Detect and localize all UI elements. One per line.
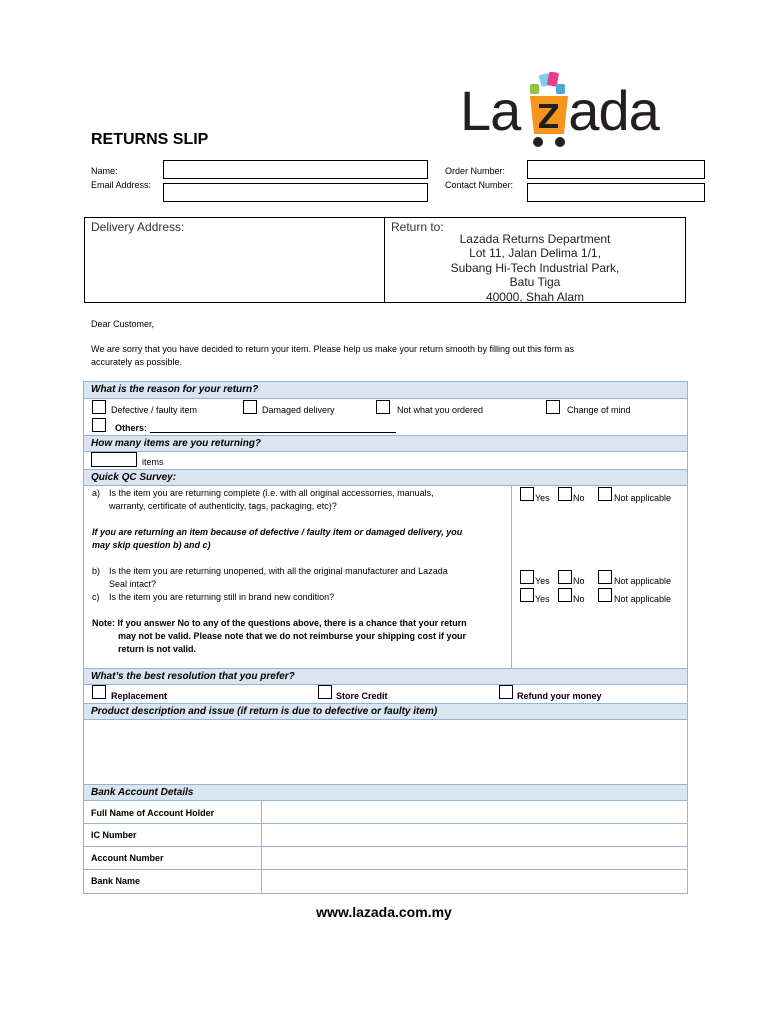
answer-b-na-checkbox[interactable] — [598, 570, 612, 584]
resolution-refund-checkbox[interactable] — [499, 685, 513, 699]
contact-number-field[interactable] — [527, 183, 705, 202]
resolution-option-label: Replacement — [111, 691, 168, 701]
bank-header: Bank Account Details — [84, 784, 687, 801]
logo-text-pre: La — [460, 79, 521, 142]
answer-a-na-checkbox[interactable] — [598, 487, 612, 501]
na-label: Not applicable — [614, 594, 672, 604]
account-holder-name-field[interactable] — [262, 801, 687, 823]
survey-header: Quick QC Survey: — [84, 469, 687, 486]
email-field[interactable] — [163, 183, 428, 202]
reason-checkbox-change-of-mind[interactable] — [546, 400, 560, 414]
product-description-field[interactable] — [84, 720, 687, 784]
product-description-header: Product description and issue (if return is due to defective or faulty item) — [84, 703, 687, 720]
return-address-line: Subang Hi-Tech Industrial Park, — [450, 260, 620, 275]
yes-label: Yes — [535, 493, 550, 503]
resolution-option-label: Refund your money — [517, 691, 602, 701]
answer-c-yes-checkbox[interactable] — [520, 588, 534, 602]
order-number-field[interactable] — [527, 160, 705, 179]
delivery-address-label: Delivery Address: — [91, 220, 185, 234]
answer-c-na-checkbox[interactable] — [598, 588, 612, 602]
no-label: No — [573, 493, 585, 503]
question-a-line-1: Is the item you are returning complete (i.e. with all original accessorries, manuals, — [109, 488, 434, 498]
reason-option-label: Not what you ordered — [397, 405, 484, 415]
skip-note-line-1: If you are returning an item because of defective / faulty item or damaged delivery, you — [92, 527, 463, 537]
resolution-option-label: Store Credit — [336, 691, 388, 701]
resolution-store-credit-checkbox[interactable] — [318, 685, 332, 699]
bank-row-label: Full Name of Account Holder — [91, 808, 215, 818]
question-b-line-1: Is the item you are returning unopened, with all the original manufacturer and Lazada — [109, 566, 448, 576]
answer-a-yes-checkbox[interactable] — [520, 487, 534, 501]
email-label: Email Address: — [91, 180, 152, 190]
logo-text-post: ada — [568, 79, 659, 142]
return-address — [385, 232, 685, 304]
reason-checkbox-damaged[interactable] — [243, 400, 257, 414]
ic-number-field[interactable] — [262, 824, 687, 846]
answer-c-no-checkbox[interactable] — [558, 588, 572, 602]
no-label: No — [573, 594, 585, 604]
lazada-logo — [460, 72, 692, 152]
note-line-3: return is not valid. — [118, 644, 197, 654]
reason-option-label: Damaged delivery — [262, 405, 335, 415]
na-label: Not applicable — [614, 493, 672, 503]
name-label: Name: — [91, 166, 118, 176]
no-label: No — [573, 576, 585, 586]
name-field[interactable] — [163, 160, 428, 179]
delivery-address-field[interactable] — [85, 218, 385, 302]
items-unit-label: items — [142, 457, 164, 467]
question-b-line-2: Seal intact? — [109, 579, 157, 589]
resolution-header: What’s the best resolution that you prefer? — [84, 668, 687, 685]
bank-row-label: Account Number — [91, 853, 164, 863]
contact-number-label: Contact Number: — [445, 180, 514, 190]
account-number-field[interactable] — [262, 847, 687, 869]
items-count-field[interactable] — [91, 452, 137, 467]
skip-note-line-2: may skip question b) and c) — [92, 540, 211, 550]
reason-checkbox-defective[interactable] — [92, 400, 106, 414]
others-label: Others: — [115, 423, 148, 433]
return-form — [83, 381, 688, 894]
question-c-line-1: Is the item you are returning still in brand new condition? — [109, 592, 335, 602]
bank-name-field[interactable] — [262, 870, 687, 893]
items-header: How many items are you returning? — [84, 435, 687, 452]
footer-url: www.lazada.com.my — [316, 904, 452, 920]
answer-b-yes-checkbox[interactable] — [520, 570, 534, 584]
others-input-line[interactable] — [150, 432, 396, 433]
return-address-line: Batu Tiga — [509, 275, 561, 290]
na-label: Not applicable — [614, 576, 672, 586]
shopping-cart-icon — [520, 72, 574, 150]
answer-b-no-checkbox[interactable] — [558, 570, 572, 584]
yes-label: Yes — [535, 576, 550, 586]
return-to-block — [385, 218, 685, 302]
reason-option-label: Defective / faulty item — [111, 405, 198, 415]
question-c-marker: c) — [92, 592, 100, 602]
greeting: Dear Customer, — [91, 319, 155, 329]
bank-row-label: IC Number — [91, 830, 137, 840]
note-line-2: may not be valid. Please note that we do not reimburse your shipping cost if your — [118, 631, 467, 641]
order-number-label: Order Number: — [445, 166, 506, 176]
survey-column-divider — [511, 486, 512, 668]
reason-checkbox-others[interactable] — [92, 418, 106, 432]
question-b-marker: b) — [92, 566, 101, 576]
page-title: RETURNS SLIP — [91, 131, 209, 148]
reason-option-label: Change of mind — [567, 405, 631, 415]
reason-header: What is the reason for your return? — [84, 382, 687, 399]
return-address-line: 40000, Shah Alam — [485, 289, 585, 304]
address-box — [84, 217, 686, 303]
return-to-label: Return to: — [391, 220, 444, 234]
return-address-line: Lot 11, Jalan Delima 1/1, — [469, 246, 601, 261]
question-a-marker: a) — [92, 488, 101, 498]
return-address-line: Lazada Returns Department — [459, 232, 611, 246]
question-a-line-2: warranty, certificate of authenticity, tags, packaging, etc)? — [109, 501, 337, 511]
intro-line-1: We are sorry that you have decided to return your item. Please help us make your return smooth by filling out this form as — [91, 344, 575, 354]
note-line-1: Note: If you answer No to any of the questions above, there is a chance that your return — [92, 618, 467, 628]
bank-row-label: Bank Name — [91, 876, 141, 886]
intro-line-2: accurately as possible. — [91, 357, 183, 367]
resolution-replacement-checkbox[interactable] — [92, 685, 106, 699]
yes-label: Yes — [535, 594, 550, 604]
reason-checkbox-not-ordered[interactable] — [376, 400, 390, 414]
answer-a-no-checkbox[interactable] — [558, 487, 572, 501]
